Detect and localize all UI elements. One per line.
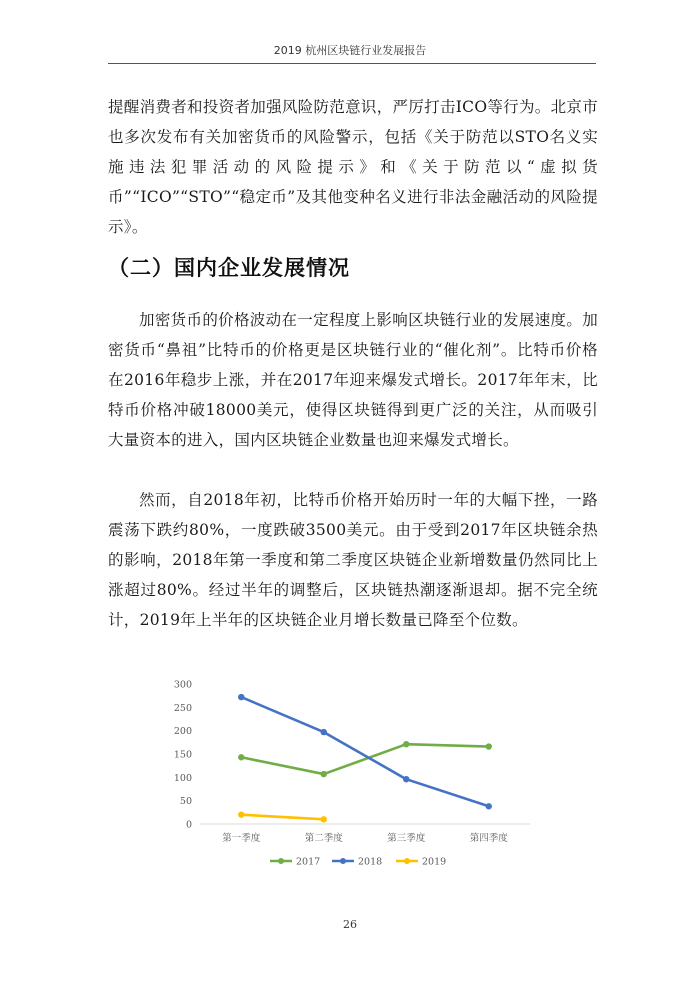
x-tick-label: 第一季度 bbox=[222, 833, 261, 844]
data-point-2017 bbox=[403, 741, 409, 747]
paragraph-price-impact: 加密货币的价格波动在一定程度上影响区块链行业的发展速度。加密货币“鼻祖”比特币的价格更是区块链行业的“催化剂”。比特币价格在2016年稳步上涨，并在2017年迎来爆发式增长。2017年年末，比特币价格冲破18000美元，使得区块链得到更广泛的关注，从而吸引大量资本的进入，国内区块链企业数量也迎来爆发式增长。 bbox=[108, 311, 598, 449]
x-tick-label: 第二季度 bbox=[304, 833, 343, 844]
series-line-2018 bbox=[241, 697, 489, 806]
y-tick-label: 50 bbox=[179, 796, 192, 808]
y-tick-label: 0 bbox=[185, 819, 192, 831]
legend-marker-2018 bbox=[340, 858, 346, 864]
x-tick-label: 第三季度 bbox=[387, 833, 426, 844]
legend-label-2019: 2019 bbox=[422, 856, 447, 868]
y-tick-label: 300 bbox=[173, 679, 192, 691]
y-tick-label: 150 bbox=[173, 749, 192, 761]
series-line-2017 bbox=[241, 744, 489, 774]
data-point-2018 bbox=[403, 776, 409, 782]
paragraph-risk-warning: 提醒消费者和投资者加强风险防范意识，严厉打击ICO等行为。北京市也多次发布有关加密货币的风险警示，包括《关于防范以STO名义实施违法犯罪活动的风险提示》和《关于防范以“虚拟货币”“ICO”“STO”“稳定币”及其他变种名义进行非法金融活动的风险提示》。 bbox=[108, 98, 598, 236]
data-point-2019 bbox=[238, 811, 244, 817]
data-point-2019 bbox=[321, 816, 327, 822]
section-heading: （二）国内企业发展情况 bbox=[108, 256, 350, 280]
data-point-2017 bbox=[238, 754, 244, 760]
legend-label-2017: 2017 bbox=[296, 856, 321, 868]
enterprise-growth-line-chart bbox=[160, 672, 540, 882]
legend-label-2018: 2018 bbox=[358, 856, 383, 868]
data-point-2018 bbox=[238, 694, 244, 700]
x-tick-label: 第四季度 bbox=[469, 833, 508, 844]
series-line-2019 bbox=[241, 815, 324, 820]
header-rule bbox=[108, 63, 596, 64]
y-tick-label: 250 bbox=[173, 702, 192, 714]
data-point-2018 bbox=[486, 803, 492, 809]
page-number: 26 bbox=[343, 918, 357, 931]
data-point-2017 bbox=[486, 743, 492, 749]
y-tick-label: 200 bbox=[173, 726, 192, 738]
running-header: 2019 杭州区块链行业发展报告 bbox=[273, 44, 427, 57]
data-point-2017 bbox=[321, 771, 327, 777]
legend-marker-2017 bbox=[278, 858, 284, 864]
data-point-2018 bbox=[321, 729, 327, 735]
y-tick-label: 100 bbox=[173, 772, 192, 784]
paragraph-decline: 然而，自2018年初，比特币价格开始历时一年的大幅下挫，一路震荡下跌约80%，一度跌破3500美元。由于受到2017年区块链余热的影响，2018年第一季度和第二季度区块链企业新增数量仍然同比上涨超过80%。经过半年的调整后，区块链热潮逐渐退却。据不完全统计，2019年上半年的区块链企业月增长数量已降至个位数。 bbox=[108, 491, 598, 629]
legend-marker-2019 bbox=[404, 858, 410, 864]
